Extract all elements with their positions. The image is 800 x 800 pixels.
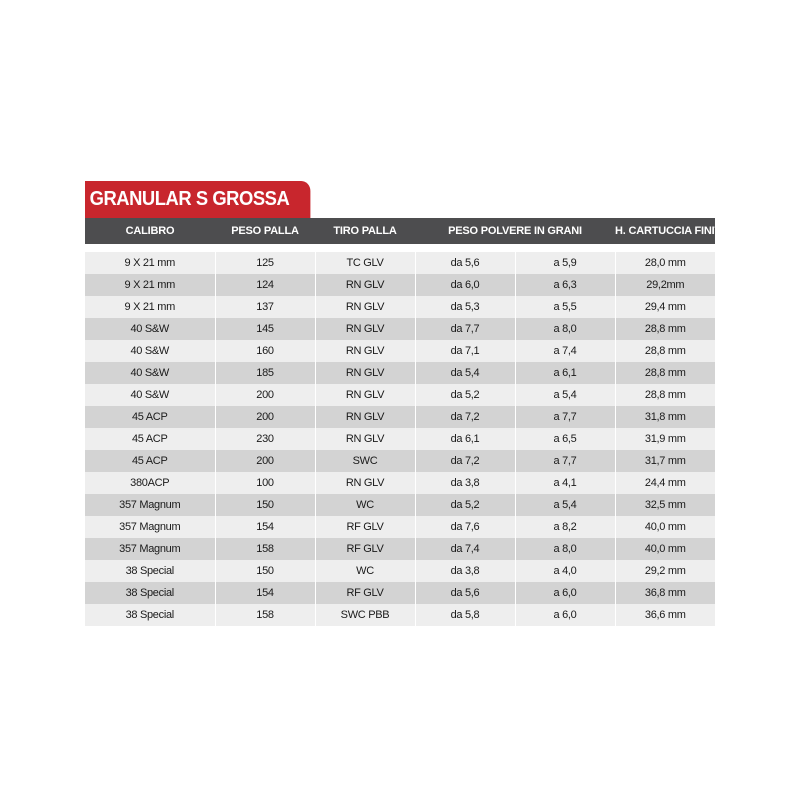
- title-bar: [85, 181, 715, 218]
- cell-h-cartuccia: 31,7 mm: [644, 455, 686, 467]
- table-row: [85, 472, 715, 494]
- cell-polvere-a: a 8,0: [515, 538, 615, 560]
- cell-polvere-a: a 8,0: [515, 318, 615, 340]
- cell-h-cartuccia: 36,6 mm: [644, 609, 686, 621]
- table-row: [85, 582, 715, 604]
- table-row: [85, 296, 715, 318]
- cell-calibro: 9 X 21 mm: [85, 252, 215, 274]
- table-body: [85, 252, 715, 626]
- cell-tiro-palla: RF GLV: [315, 516, 415, 538]
- header-h-cartuccia: H. CARTUCCIA FINITA: [615, 225, 728, 237]
- cell-peso-palla: 200: [215, 450, 315, 472]
- cell-peso-palla: 145: [215, 318, 315, 340]
- table-row: [85, 362, 715, 384]
- cell-peso-palla: 137: [215, 296, 315, 318]
- cell-calibro: 45 ACP: [85, 428, 215, 450]
- cell-polvere-a: a 4,1: [515, 472, 615, 494]
- table-row: [85, 252, 715, 274]
- cell-tiro-palla: SWC: [315, 450, 415, 472]
- cell-h-cartuccia: 28,8 mm: [644, 367, 686, 379]
- cell-peso-palla: 185: [215, 362, 315, 384]
- cell-polvere-a: a 6,3: [515, 274, 615, 296]
- cell-calibro: 357 Magnum: [85, 538, 215, 560]
- cell-peso-palla: 125: [215, 252, 315, 274]
- cell-calibro: 357 Magnum: [85, 494, 215, 516]
- cell-peso-palla: 150: [215, 560, 315, 582]
- header-peso-palla: PESO PALLA: [231, 225, 299, 237]
- cell-tiro-palla: SWC PBB: [315, 604, 415, 626]
- reload-data-sheet: [85, 181, 728, 626]
- cell-polvere-da: da 5,3: [415, 296, 515, 318]
- cell-tiro-palla: RN GLV: [315, 296, 415, 318]
- cell-calibro: 38 Special: [85, 582, 215, 604]
- cell-polvere-da: da 5,6: [415, 582, 515, 604]
- cell-tiro-palla: RN GLV: [315, 318, 415, 340]
- header-calibro: CALIBRO: [125, 225, 175, 237]
- header-peso-polvere: PESO POLVERE IN GRANI: [448, 225, 582, 237]
- cell-h-cartuccia: 32,5 mm: [644, 499, 686, 511]
- cell-polvere-da: da 5,4: [415, 362, 515, 384]
- cell-h-cartuccia: 28,8 mm: [644, 389, 686, 401]
- cell-peso-palla: 200: [215, 406, 315, 428]
- cell-peso-palla: 158: [215, 538, 315, 560]
- cell-tiro-palla: TC GLV: [315, 252, 415, 274]
- cell-polvere-a: a 4,0: [515, 560, 615, 582]
- cell-calibro: 45 ACP: [85, 406, 215, 428]
- cell-calibro: 40 S&W: [85, 318, 215, 340]
- cell-tiro-palla: WC: [315, 494, 415, 516]
- header-row: [85, 218, 715, 244]
- cell-calibro: 40 S&W: [85, 384, 215, 406]
- cell-tiro-palla: RN GLV: [315, 340, 415, 362]
- cell-tiro-palla: RN GLV: [315, 406, 415, 428]
- cell-polvere-a: a 6,1: [515, 362, 615, 384]
- cell-polvere-da: da 6,0: [415, 274, 515, 296]
- cell-calibro: 40 S&W: [85, 340, 215, 362]
- cell-peso-palla: 154: [215, 516, 315, 538]
- cell-polvere-a: a 5,4: [515, 494, 615, 516]
- cell-calibro: 357 Magnum: [85, 516, 215, 538]
- table-header: [85, 218, 728, 244]
- cell-tiro-palla: RN GLV: [315, 384, 415, 406]
- table-row: [85, 494, 715, 516]
- cell-h-cartuccia: 31,8 mm: [644, 411, 686, 423]
- cell-h-cartuccia: 29,2mm: [646, 279, 685, 291]
- reload-table: [85, 218, 728, 626]
- cell-tiro-palla: RN GLV: [315, 428, 415, 450]
- cell-polvere-a: a 5,5: [515, 296, 615, 318]
- cell-peso-palla: 230: [215, 428, 315, 450]
- cell-tiro-palla: RN GLV: [315, 274, 415, 296]
- table-row: [85, 516, 715, 538]
- cell-h-cartuccia: 31,9 mm: [644, 433, 686, 445]
- cell-h-cartuccia: 28,8 mm: [644, 345, 686, 357]
- cell-tiro-palla: RF GLV: [315, 582, 415, 604]
- cell-h-cartuccia: 36,8 mm: [644, 587, 686, 599]
- cell-polvere-a: a 6,0: [515, 582, 615, 604]
- cell-polvere-a: a 5,9: [515, 252, 615, 274]
- cell-calibro: 38 Special: [85, 604, 215, 626]
- cell-polvere-a: a 6,0: [515, 604, 615, 626]
- cell-peso-palla: 150: [215, 494, 315, 516]
- cell-polvere-da: da 5,6: [415, 252, 515, 274]
- cell-calibro: 38 Special: [85, 560, 215, 582]
- cell-tiro-palla: WC: [315, 560, 415, 582]
- cell-polvere-a: a 8,2: [515, 516, 615, 538]
- cell-polvere-da: da 7,2: [415, 450, 515, 472]
- header-spacer: [85, 244, 715, 252]
- cell-peso-palla: 160: [215, 340, 315, 362]
- cell-polvere-da: da 5,2: [415, 494, 515, 516]
- cell-polvere-da: da 7,7: [415, 318, 515, 340]
- cell-polvere-a: a 7,7: [515, 406, 615, 428]
- cell-peso-palla: 100: [215, 472, 315, 494]
- cell-calibro: 45 ACP: [85, 450, 215, 472]
- cell-calibro: 40 S&W: [85, 362, 215, 384]
- cell-h-cartuccia: 28,0 mm: [644, 257, 686, 269]
- table-row: [85, 340, 715, 362]
- cell-polvere-a: a 6,5: [515, 428, 615, 450]
- cell-peso-palla: 124: [215, 274, 315, 296]
- table-row: [85, 318, 715, 340]
- table-row: [85, 428, 715, 450]
- cell-h-cartuccia: 40,0 mm: [644, 521, 686, 533]
- table-row: [85, 384, 715, 406]
- header-tiro-palla: TIRO PALLA: [333, 225, 397, 237]
- cell-tiro-palla: RN GLV: [315, 362, 415, 384]
- cell-polvere-da: da 6,1: [415, 428, 515, 450]
- cell-polvere-da: da 3,8: [415, 472, 515, 494]
- table-row: [85, 538, 715, 560]
- table-row: [85, 274, 715, 296]
- cell-calibro: 9 X 21 mm: [85, 274, 215, 296]
- cell-h-cartuccia: 29,2 mm: [644, 565, 686, 577]
- cell-h-cartuccia: 28,8 mm: [644, 323, 686, 335]
- cell-peso-palla: 154: [215, 582, 315, 604]
- cell-polvere-a: a 7,7: [515, 450, 615, 472]
- cell-h-cartuccia: 40,0 mm: [644, 543, 686, 555]
- table-row: [85, 560, 715, 582]
- cell-polvere-a: a 5,4: [515, 384, 615, 406]
- table-row: [85, 406, 715, 428]
- cell-polvere-da: da 3,8: [415, 560, 515, 582]
- table-row: [85, 604, 715, 626]
- cell-polvere-da: da 5,2: [415, 384, 515, 406]
- cell-calibro: 9 X 21 mm: [85, 296, 215, 318]
- table-row: [85, 450, 715, 472]
- cell-polvere-a: a 7,4: [515, 340, 615, 362]
- cell-peso-palla: 200: [215, 384, 315, 406]
- cell-peso-palla: 158: [215, 604, 315, 626]
- cell-tiro-palla: RN GLV: [315, 472, 415, 494]
- cell-polvere-da: da 7,4: [415, 538, 515, 560]
- cell-h-cartuccia: 29,4 mm: [644, 301, 686, 313]
- table-title: GRANULAR S GROSSA: [85, 181, 310, 218]
- cell-tiro-palla: RF GLV: [315, 538, 415, 560]
- cell-calibro: 380ACP: [85, 472, 215, 494]
- cell-polvere-da: da 5,8: [415, 604, 515, 626]
- cell-polvere-da: da 7,1: [415, 340, 515, 362]
- cell-polvere-da: da 7,6: [415, 516, 515, 538]
- cell-polvere-da: da 7,2: [415, 406, 515, 428]
- cell-h-cartuccia: 24,4 mm: [644, 477, 686, 489]
